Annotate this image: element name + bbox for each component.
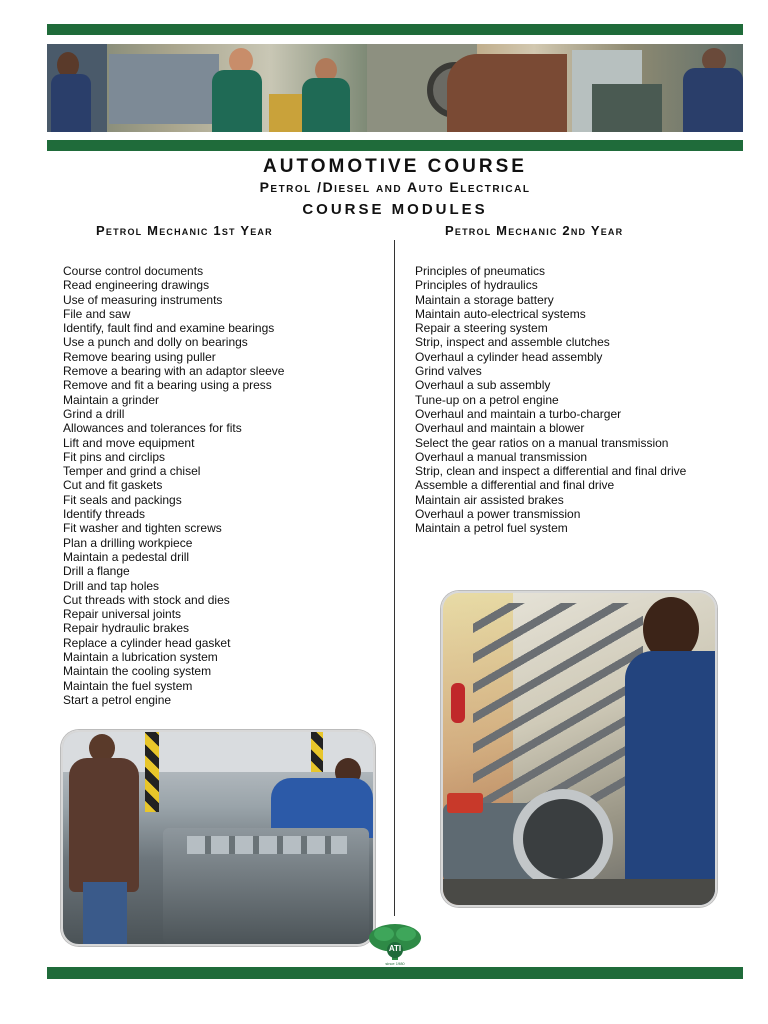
list-item: Principles of pneumatics — [415, 264, 546, 278]
photo-staircase — [473, 603, 643, 803]
list-item: Remove and fit a bearing using a press — [63, 378, 272, 393]
photo-hazard-pillar — [145, 732, 159, 812]
list-item: Overhaul a cylinder head assembly — [415, 349, 603, 364]
list-item: Strip, clean and inspect a differential and final drive — [415, 464, 687, 479]
list-item: Principles of hydraulics — [415, 278, 538, 293]
transmission-workshop-photo — [441, 591, 717, 907]
photo-engine-head — [187, 836, 347, 854]
first-year-module-list — [63, 264, 284, 707]
list-item: Strip, inspect and assemble clutches — [415, 335, 610, 350]
photo-red-box — [447, 793, 483, 813]
list-item: Maintain the fuel system — [63, 678, 193, 693]
list-item: Repair universal joints — [63, 607, 182, 622]
engine-workshop-photo — [61, 730, 375, 946]
list-item: Drill and tap holes — [63, 578, 160, 593]
banner-lathe — [109, 54, 219, 124]
list-item: Repair a steering system — [415, 321, 548, 336]
list-item: Fit seals and packings — [63, 492, 182, 507]
list-item: Cut and fit gaskets — [63, 478, 163, 493]
photo-person-jeans — [83, 882, 127, 944]
list-item: Use of measuring instruments — [63, 292, 223, 307]
page-title: AUTOMOTIVE COURSE — [263, 156, 527, 177]
first-year-heading: Petrol Mechanic 1st Year — [96, 223, 273, 238]
banner-person-body — [683, 68, 743, 132]
list-item: Tune-up on a petrol engine — [415, 392, 559, 407]
list-item: Start a petrol engine — [63, 692, 172, 707]
list-item: File and saw — [63, 306, 131, 321]
list-item: Drill a flange — [63, 564, 130, 579]
list-item: Allowances and tolerances for fits — [63, 421, 242, 436]
list-item: Overhaul and maintain a blower — [415, 421, 585, 436]
banner-machinery — [592, 84, 662, 132]
photo-person-body — [625, 651, 715, 905]
list-item: Grind a drill — [63, 406, 125, 421]
list-item: Fit pins and circlips — [63, 449, 166, 464]
ati-logo — [366, 920, 424, 968]
list-item: Grind valves — [415, 364, 482, 379]
bottom-green-bar — [47, 967, 743, 979]
list-item: Plan a drilling workpiece — [63, 535, 193, 550]
photo-person-body — [69, 758, 139, 892]
modules-heading: COURSE MODULES — [302, 201, 488, 218]
banner-person-body — [212, 70, 262, 132]
list-item: Maintain air assisted brakes — [415, 492, 564, 507]
list-item: Remove bearing using puller — [63, 349, 216, 364]
list-item: Lift and move equipment — [63, 435, 195, 450]
list-item: Select the gear ratios on a manual transmission — [415, 435, 669, 450]
banner-hand — [447, 54, 567, 132]
list-item: Maintain the cooling system — [63, 664, 212, 679]
page-subtitle: Petrol /Diesel and Auto Electrical — [259, 179, 531, 195]
photo-fire-extinguisher — [451, 683, 465, 723]
photo-workbench — [443, 879, 715, 905]
list-item: Assemble a differential and final drive — [415, 478, 615, 493]
second-year-heading: Petrol Mechanic 2nd Year — [445, 223, 624, 238]
banner-person-body — [51, 74, 91, 132]
list-item: Remove a bearing with an adaptor sleeve — [63, 364, 285, 379]
list-item: Replace a cylinder head gasket — [63, 635, 231, 650]
list-item: Course control documents — [63, 264, 204, 278]
list-item: Maintain a storage battery — [415, 292, 554, 307]
list-item: Use a punch and dolly on bearings — [63, 335, 248, 350]
list-item: Identify, fault find and examine bearings — [63, 321, 275, 336]
list-item: Cut threads with stock and dies — [63, 592, 230, 607]
list-item: Maintain a petrol fuel system — [415, 521, 568, 536]
banner-person-body — [302, 78, 350, 132]
column-divider — [394, 240, 395, 916]
list-item: Maintain a pedestal drill — [63, 549, 190, 564]
list-item: Overhaul a power transmission — [415, 507, 581, 522]
list-item: Fit washer and tighten screws — [63, 521, 222, 536]
list-item: Overhaul and maintain a turbo-charger — [415, 406, 622, 421]
logo-tagline: since 1980 — [385, 961, 405, 966]
list-item: Repair hydraulic brakes — [63, 621, 190, 636]
list-item: Identify threads — [63, 507, 146, 522]
list-item: Read engineering drawings — [63, 278, 210, 293]
logo-text: ATI — [388, 944, 402, 953]
middle-green-bar — [47, 140, 743, 151]
list-item: Maintain a lubrication system — [63, 650, 218, 665]
list-item: Overhaul a sub assembly — [415, 378, 551, 393]
second-year-module-list — [415, 264, 686, 536]
photo-gear-assembly — [513, 789, 613, 889]
workshop-banner-photo — [47, 44, 743, 132]
list-item: Maintain auto-electrical systems — [415, 306, 586, 321]
top-green-bar — [47, 24, 743, 35]
list-item: Maintain a grinder — [63, 392, 160, 407]
list-item: Overhaul a manual transmission — [415, 449, 588, 464]
photo-hazard-pillar — [311, 732, 323, 772]
list-item: Temper and grind a chisel — [63, 464, 201, 479]
